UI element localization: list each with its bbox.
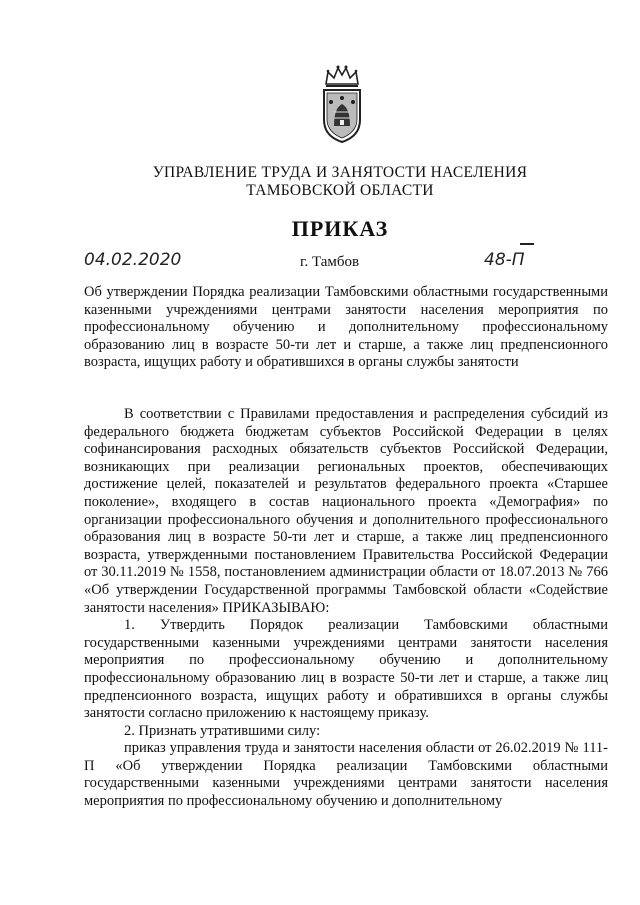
order-number [484,250,525,270]
preamble-paragraph: В соответствии с Правилами предоставления и распределения субсидий из федерального бюджета бюджетам субъектов Российской Федерации в целях софинансирования расходных обязательств субъектов Российской Федерации, возникающих при реализации региональных проектов, обеспечивающих достижение целей, показателей и результатов федерального проекта «Старшее поколение», входящего в состав национального проекта «Демография» по организации профессионального обучения и дополнительного профессионального образования лиц в возрасте 50-ти лет и старше, а также лиц предпенсионного возраста, утвержденными постановлением Правительства Российской Федерации от 30.11.2019 № 1558, постановлением администрации области от 18.07.2013 № 766 «Об утверждении Государственной программы Тамбовской области «Содействие занятости населения» ПРИКАЗЫВАЮ: [84,406,608,616]
order-number-text: 48-П [484,250,525,270]
document-title: ПРИКАЗ [291,216,389,241]
order-subject: Об утверждении Порядка реализации Тамбовскими областными государственными казенными учреждениями центрами занятости населения мероприятия по профессиональному обучению и дополнительному профессиональному образованию лиц в возрасте 50-ти лет и старше, а также лиц предпенсионного возраста, ищущих работу и обратившихся в органы службы занятости [84,284,608,371]
clause-2-paragraph: 2. Признать утратившими силу: [124,722,321,739]
order-body [84,406,608,811]
tambov-coat-of-arms-icon [318,62,366,144]
order-date: 04.02.2020 [84,250,182,270]
organization-line-1: УПРАВЛЕНИЕ ТРУДА И ЗАНЯТОСТИ НАСЕЛЕНИЯ [152,164,528,181]
clause-1-paragraph: 1. Утвердить Порядок реализации Тамбовскими областными государственными казенными учреждениями центрами занятости населения мероприятия по профессиональному обучению и дополнительному профессиональному образованию лиц в возрасте 50-ти лет и старше, а также лиц предпенсионного возраста, ищущих работу и обратившихся в органы службы занятости согласно приложению к настоящему приказу. [84,617,608,722]
handwritten-mark [520,243,534,245]
order-city: г. Тамбов [300,254,360,270]
organization-name [120,164,560,200]
organization-line-2: ТАМБОВСКОЙ ОБЛАСТИ [246,182,434,199]
repealed-order-paragraph: приказ управления труда и занятости населения области от 26.02.2019 № 111-П «Об утверждении Порядка реализации Тамбовскими областными государственными казенными учреждениями центрами занятости населения мероприятия по профессиональному обучению и дополнительному [84,740,608,810]
